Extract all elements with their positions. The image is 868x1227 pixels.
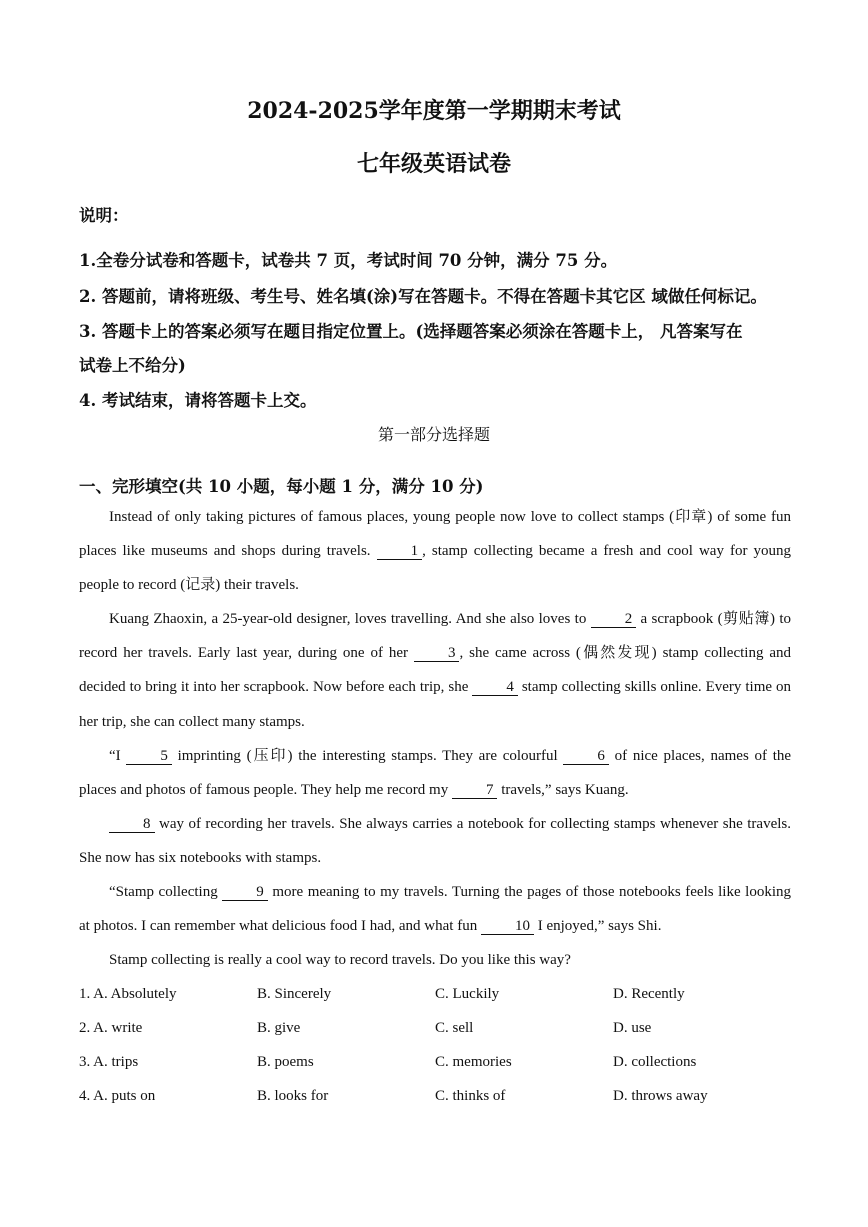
option-c: C. thinks of [435,1087,506,1104]
option-a: 1. A. Absolutely [79,985,177,1002]
blank-3: 3 [414,645,460,662]
passage-paragraph-6: Stamp collecting is really a cool way to record travels. Do you like this way? [109,952,571,969]
exam-subtitle: 七年级英语试卷 [356,151,511,177]
option-d: D. collections [613,1053,697,1070]
blank-6: 6 [563,748,609,765]
instructions-label: 说明： [79,206,129,225]
blank-9: 9 [222,884,268,901]
passage-paragraph-3: “I 5 imprinting (压印) the interesting stamps. They are colourful 6 of nice places, names of the places and photos of famous people. They help me record my 7 travels,” says Kuang. [79,747,792,798]
option-c: C. memories [435,1053,512,1070]
option-c: C. Luckily [435,985,500,1002]
option-d: D. Recently [613,985,685,1002]
instruction-item-3-cont: 试卷上不给分) [79,356,186,375]
blank-4: 4 [472,679,518,696]
part-title: 一、完形填空(共 10 小题，每小题 1 分，满分 10 分) [79,477,484,496]
option-b: B. looks for [257,1087,329,1104]
option-a: 2. A. write [79,1019,143,1036]
blank-2: 2 [591,611,637,628]
option-b: B. poems [257,1053,314,1070]
instruction-item-3: 3. 答题卡上的答案必须写在题目指定位置上。(选择题答案必须涂在答题卡上， 凡答案写在 [79,322,743,341]
question-4-options [79,1079,791,1113]
option-c: C. sell [435,1019,474,1036]
answer-options [79,977,791,1113]
blank-7: 7 [452,782,498,799]
blank-1: 1 [377,543,423,560]
passage-paragraph-2: Kuang Zhaoxin, a 25-year-old designer, loves travelling. And she also loves to 2 a scrapbook (剪贴簿) to record her travels. Early last year, during one of her 3 , she came across (偶然发现) stamp collecting and decided to bring it into her scrapbook. Now before each trip, she 4 stamp collecting skills online. Every time on her trip, she can collect many stamps. [79,611,792,730]
instruction-item-1: 1.全卷分试卷和答题卡，试卷共 7 页，考试时间 70 分钟，满分 75 分。 [79,251,618,270]
option-b: B. give [257,1019,301,1036]
option-a: 3. A. trips [79,1053,139,1070]
option-a: 4. A. puts on [79,1087,156,1104]
option-d: D. use [613,1019,652,1036]
passage-paragraph-4: 8 way of recording her travels. She always carries a notebook for collecting stamps whenever she travels. She now has six notebooks with stamps. [79,815,791,866]
blank-8: 8 [109,816,155,833]
passage-paragraph-5: “Stamp collecting 9 more meaning to my travels. Turning the pages of those notebooks feels like looking at photos. I can remember what delicious food I had, and what fun 10 I enjoyed,” says Shi. [79,884,792,935]
section-title: 第一部分选择题 [377,425,490,444]
question-2-options [79,1011,791,1045]
cloze-passage [79,500,791,977]
option-d: D. throws away [613,1087,708,1104]
passage-paragraph-1: Instead of only taking pictures of famous places, young people now love to collect stamps (印章) of some fun places like museums and shops during travels. 1 , stamp collecting became a fresh and cool way for young people to record (记录) their travels. [79,509,791,594]
instruction-item-2: 2. 答题前，请将班级、考生号、姓名填(涂)写在答题卡。不得在答题卡其它区 域做任何标记。 [79,287,767,306]
question-1-options [79,977,791,1011]
instruction-item-4: 4. 考试结束，请将答题卡上交。 [79,391,317,410]
option-b: B. Sincerely [257,985,332,1002]
exam-title: 2024-2025学年度第一学期期末考试 [247,98,621,124]
question-3-options [79,1045,791,1079]
blank-5: 5 [126,748,172,765]
blank-10: 10 [481,918,534,935]
